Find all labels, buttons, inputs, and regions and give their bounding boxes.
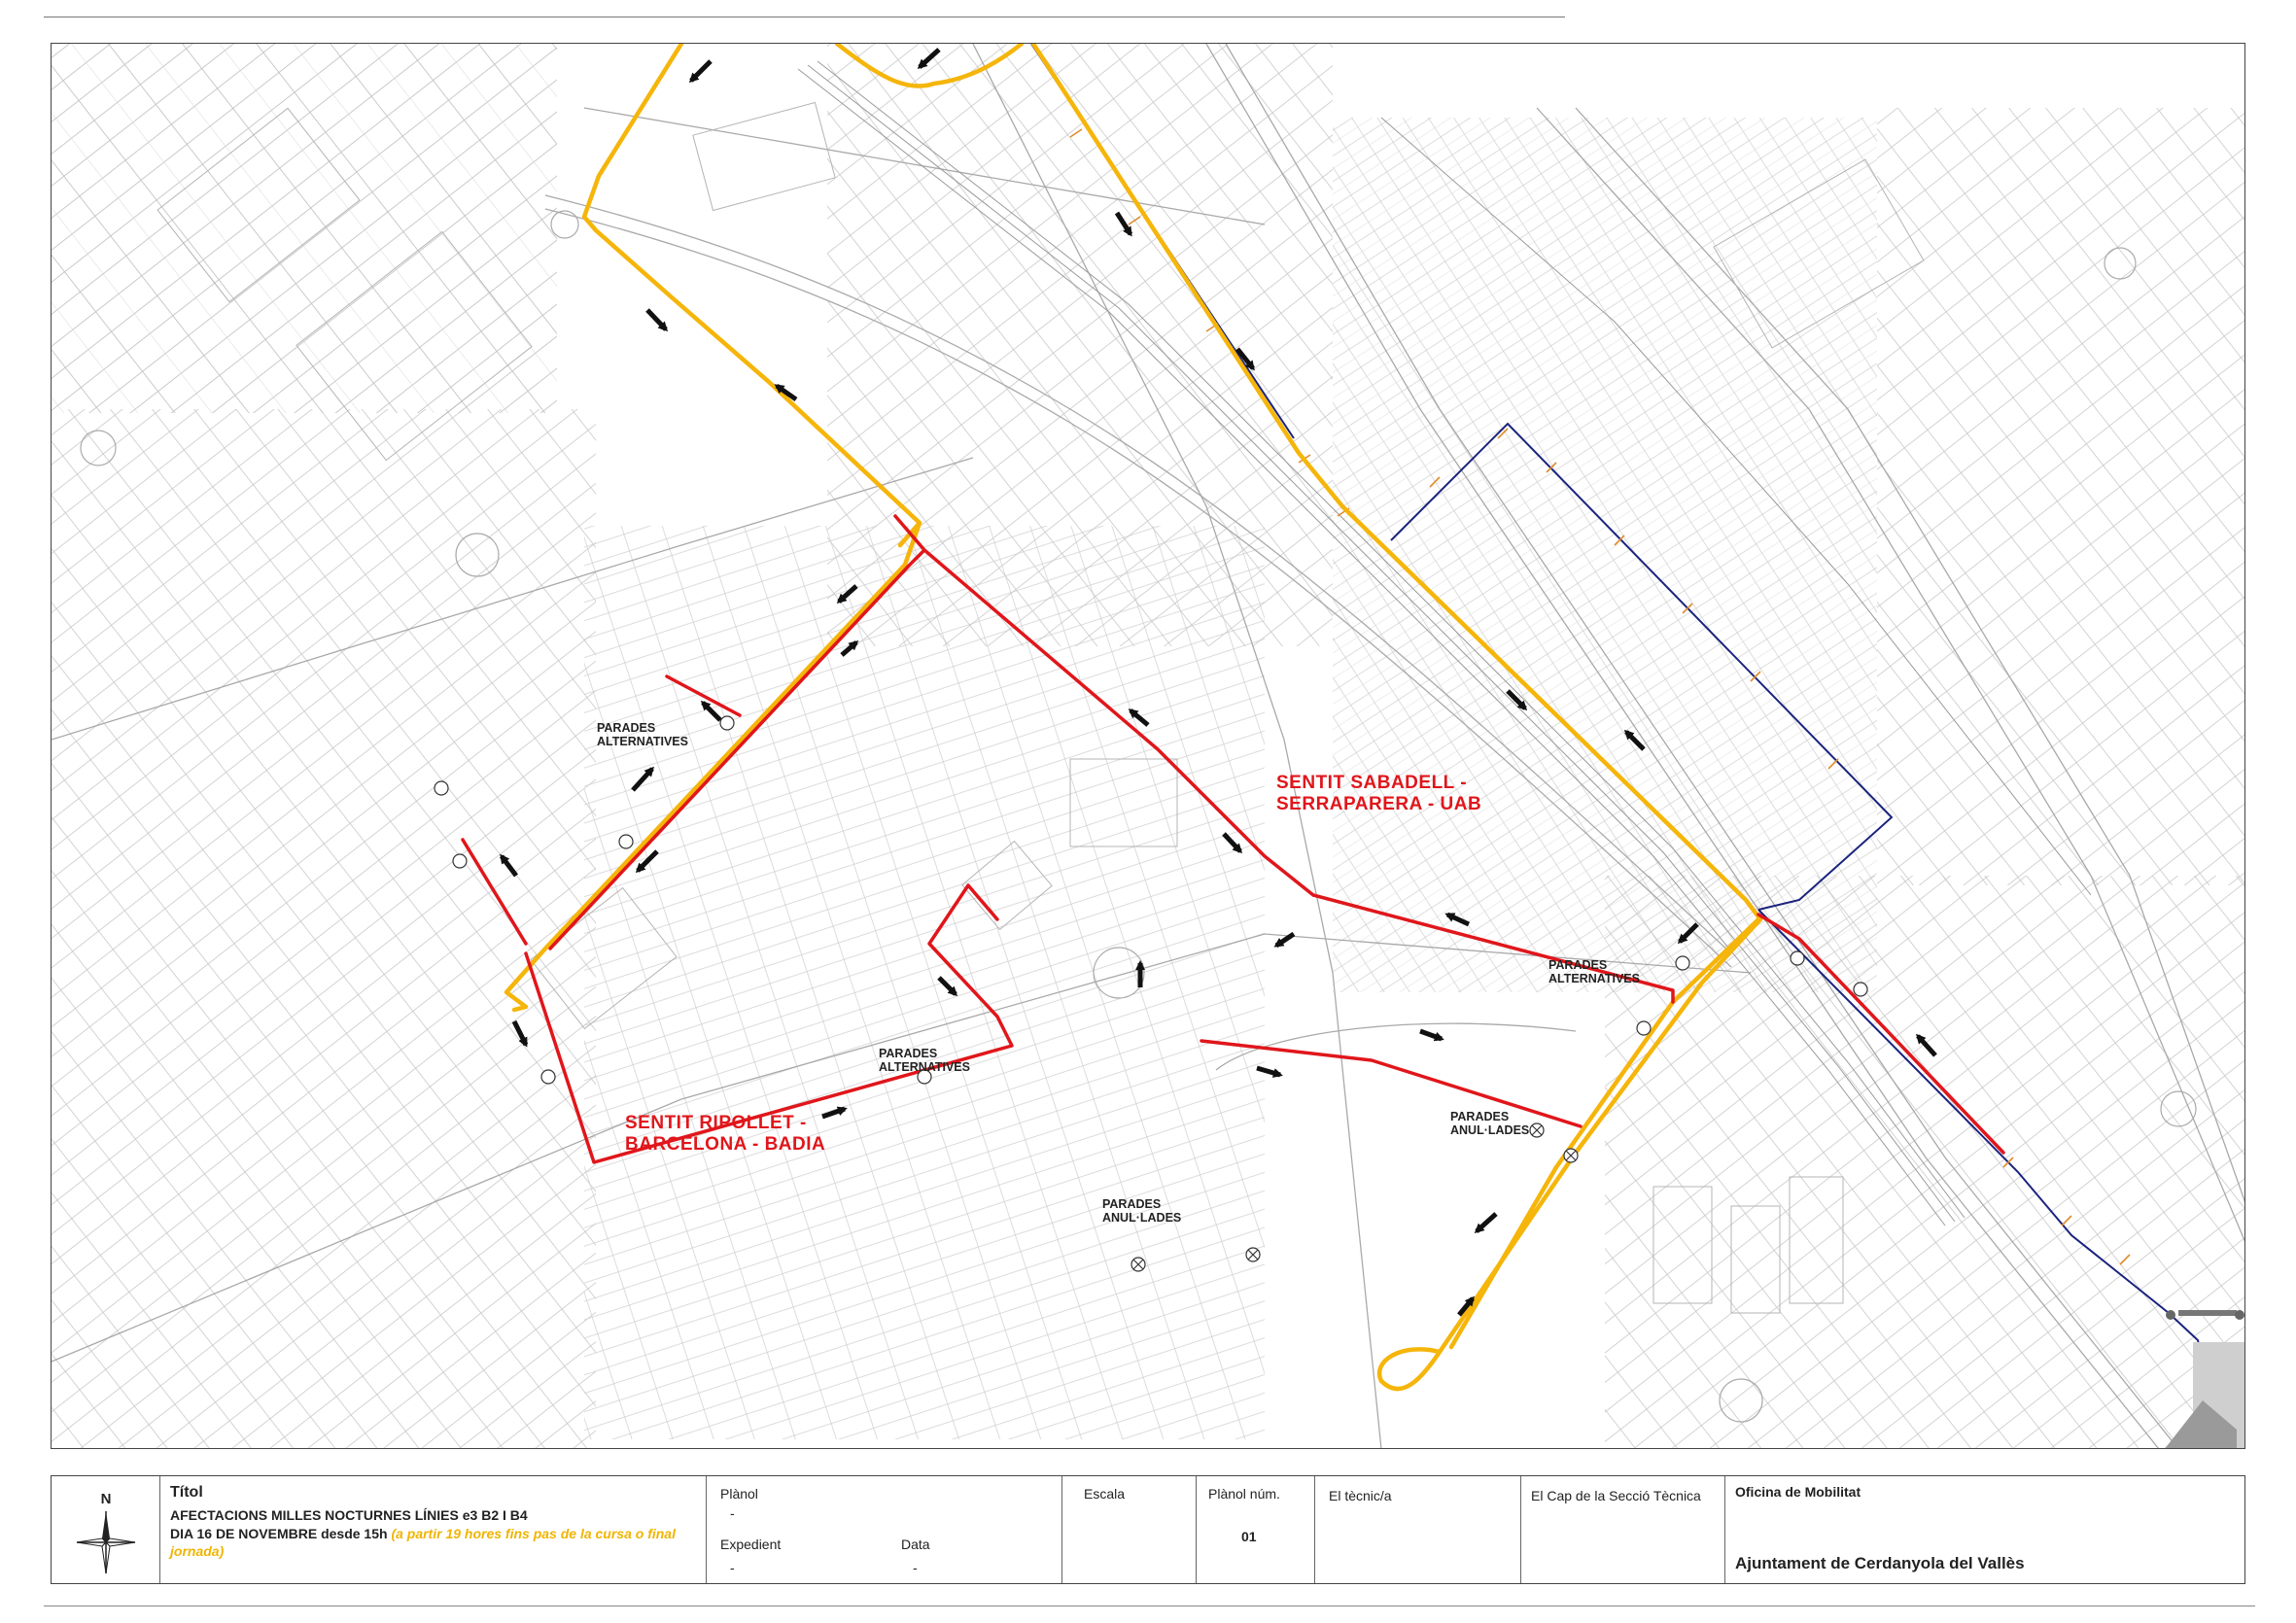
stops-alternative-label-3: PARADES ALTERNATIVES [1548,958,1640,986]
title-line-2-wrap [170,1525,695,1560]
title-line-2: DIA 16 DE NOVEMBRE desde 15h [170,1526,388,1541]
data-label: Data [901,1537,930,1552]
plan-number-value: 01 [1241,1529,1257,1544]
stops-alternative-label-1: PARADES ALTERNATIVES [597,721,688,749]
north-arrow-icon [52,1476,160,1583]
title-line-1: AFECTACIONS MILLES NOCTURNES LÍNIES e3 B2 I B4 [170,1507,528,1523]
map-canvas [52,44,2245,1449]
expedient-value: - [730,1560,735,1575]
stops-cancelled-label-1: PARADES ANUL·LADES [1450,1110,1530,1138]
svg-text:N: N [100,1491,112,1507]
map-frame [51,43,2245,1449]
scale-label: Escala [1084,1486,1126,1502]
direction-label-sabadell: SENTIT SABADELL - SERRAPARERA - UAB [1276,773,1482,814]
office-cell [1725,1476,2246,1583]
base-map [52,44,2245,1449]
plan-number-cell [1197,1476,1315,1583]
north-arrow-cell [52,1476,160,1583]
data-value: - [913,1560,918,1575]
plan-number-label: Plànol núm. [1208,1486,1280,1502]
title-cell [160,1476,707,1583]
title-label: Títol [170,1484,203,1501]
technician-cell [1315,1476,1521,1583]
stops-alternative-label-2: PARADES ALTERNATIVES [879,1047,970,1075]
title-block [51,1475,2245,1584]
scale-cell [1062,1476,1197,1583]
planol-label: Plànol [720,1486,758,1502]
planol-value: - [730,1505,735,1521]
expedient-label: Expedient [720,1537,782,1552]
technician-label: El tècnic/a [1329,1488,1392,1503]
title-note: (a partir 19 hores fins pas de la cursa o final jornada) [170,1526,676,1559]
office-label: Oficina de Mobilitat [1735,1484,1861,1500]
stops-cancelled-label-2: PARADES ANUL·LADES [1102,1197,1182,1226]
section-head-cell [1521,1476,1725,1583]
planol-cell [707,1476,1062,1583]
city-label: Ajuntament de Cerdanyola del Vallès [1735,1554,2025,1572]
direction-label-ripollet: SENTIT RIPOLLET - BARCELONA - BADIA [625,1113,826,1155]
section-head-label: El Cap de la Secció Tècnica [1531,1488,1701,1503]
